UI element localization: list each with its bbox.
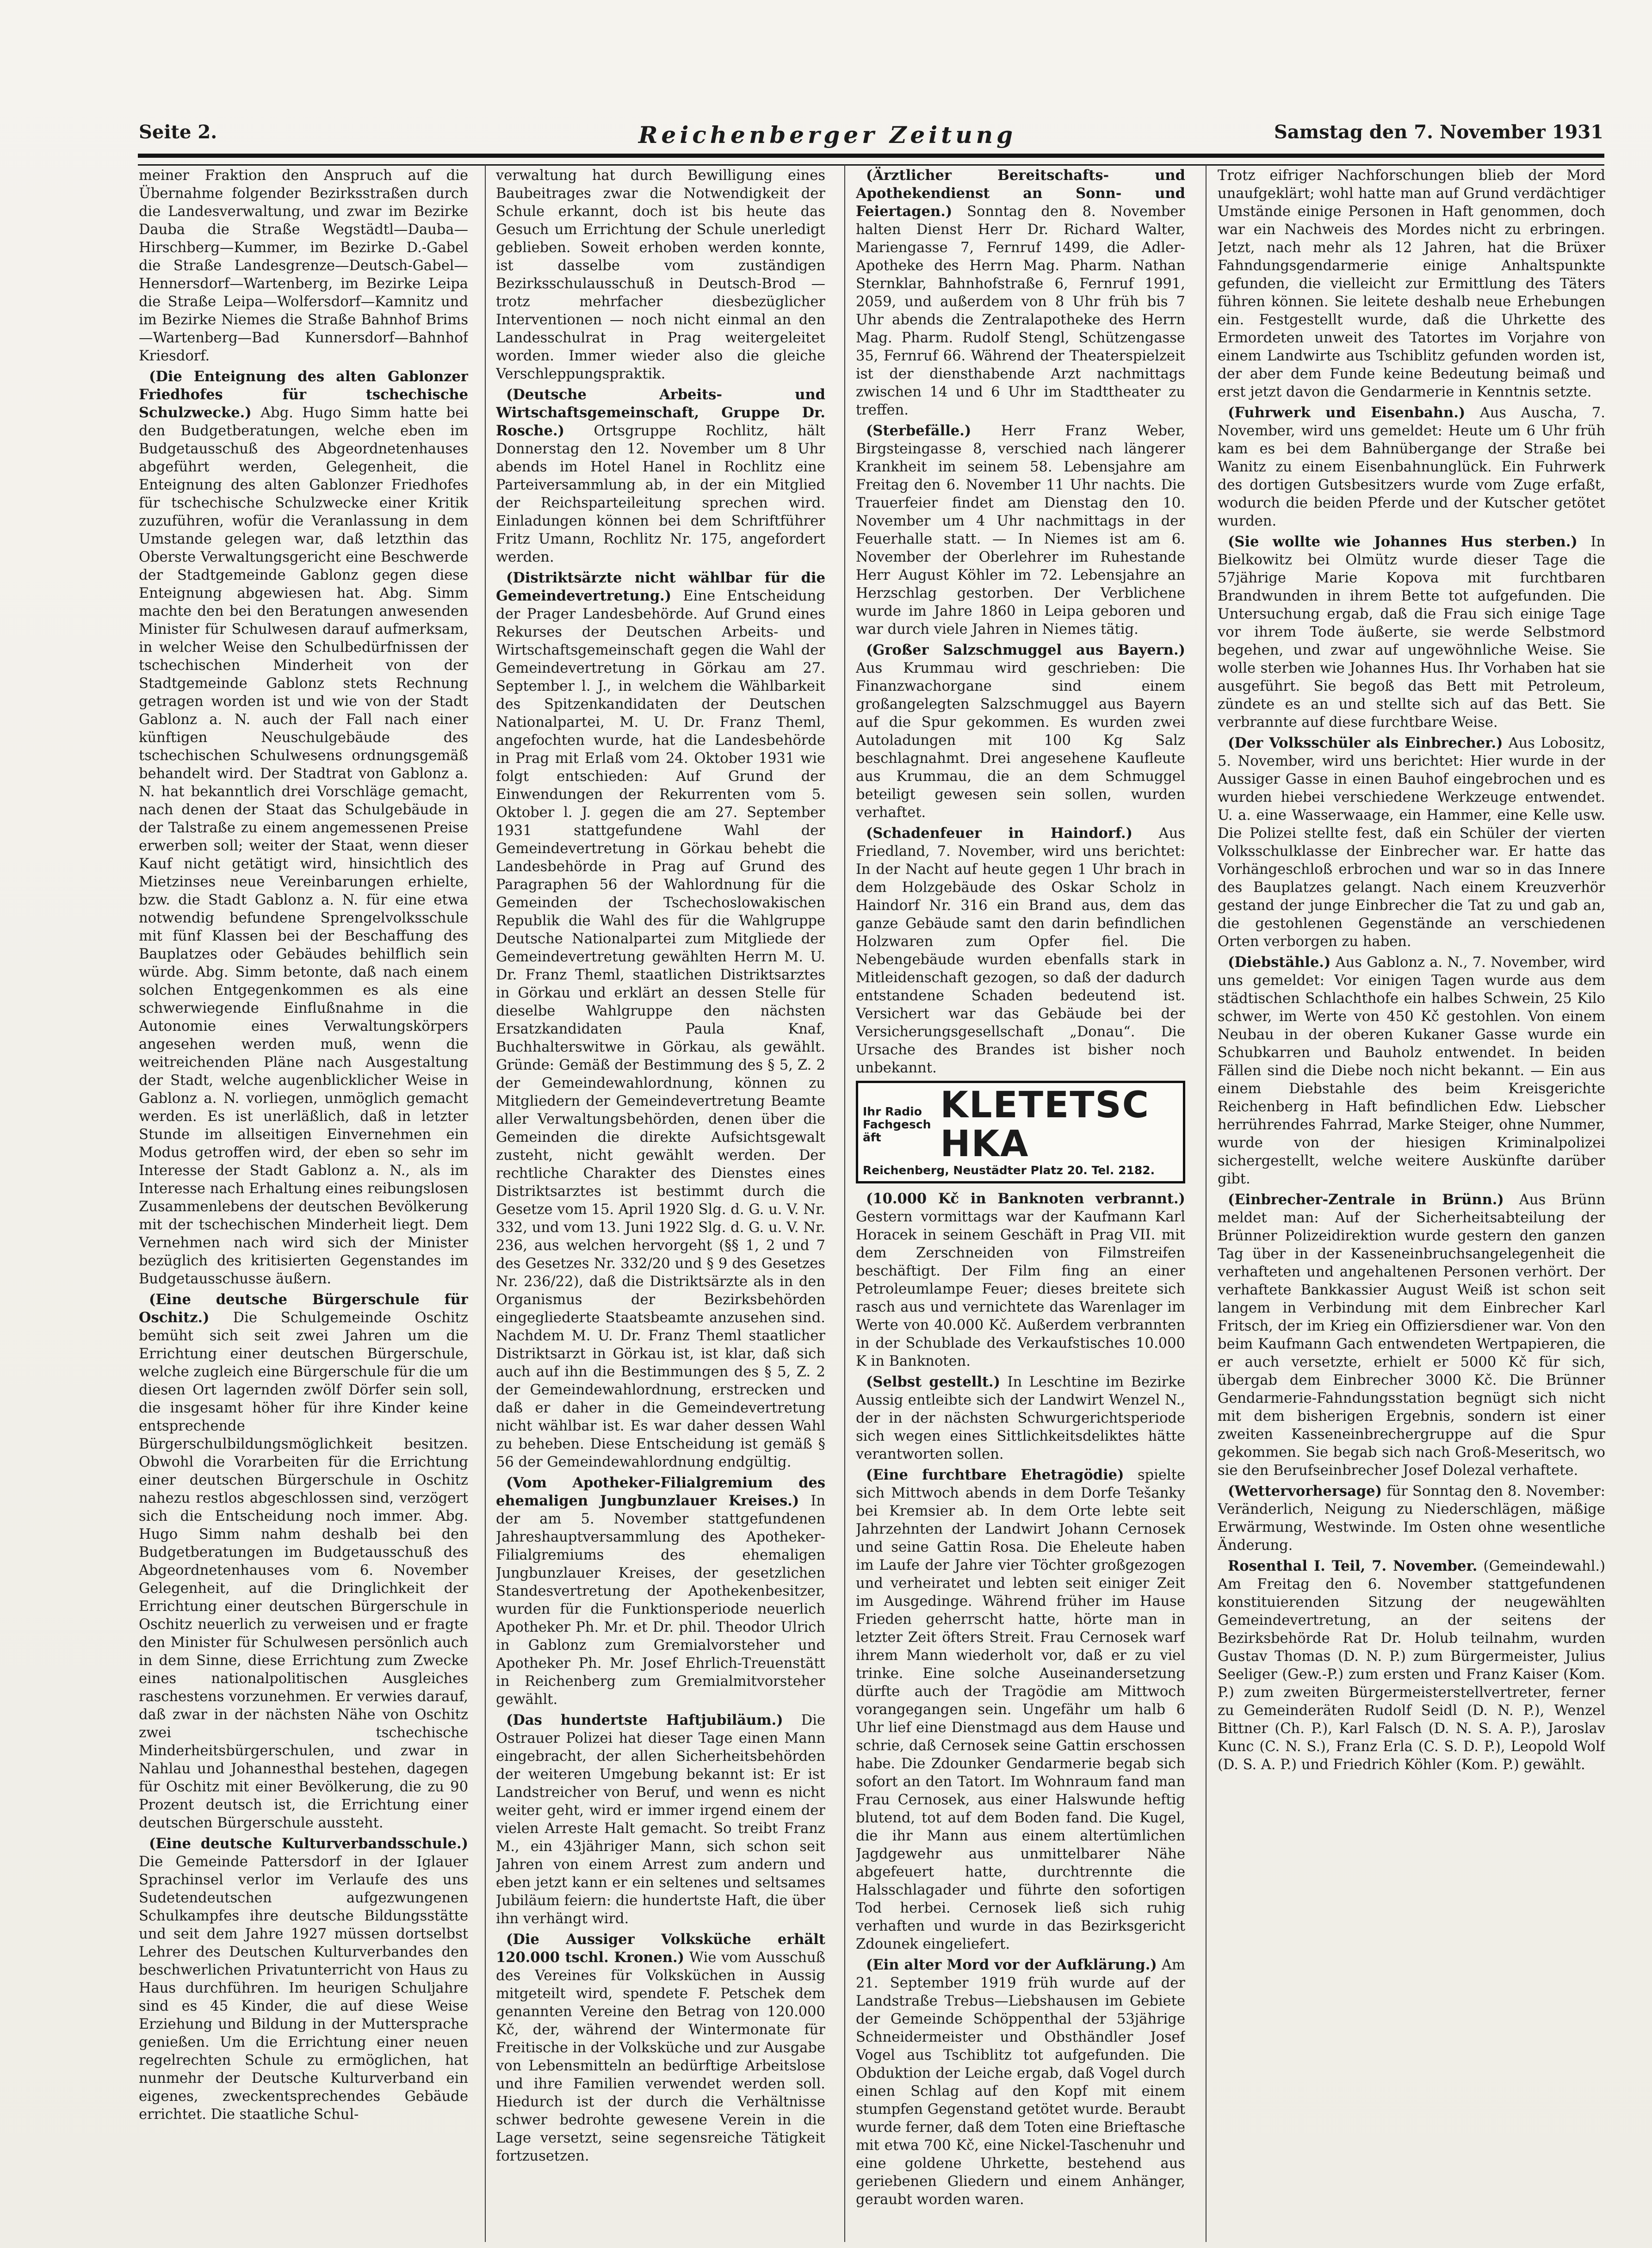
article-body: Aus Gablonz a. N., 7. November, wird uns gemeldet: Vor einigen Tagen wurde aus dem städtischen Schlachthofe ein halbes Schwein, 25 Kilo schwer, im Werte von 450 Kč gestohlen. Von einem Neubau in der oberen Kukaner Gasse wurde ein Schubkarren und Bauholz entwendet. In beiden Fällen sind die Diebe noch nicht bekannt. — Ein aus einem Diebstahle des beim Kreisgerichte Reichenberg in Haft befindlichen Edw. Liebscher herrührendes Fahrrad, Marke Steiger, ohne Nummer, wurde von der hiesigen Kriminalpolizei sichergestellt, welche weitere Auskünfte darüber gibt. [1218,954,1605,1187]
article-headline: (Der Volksschüler als Einbrecher.) [1228,735,1503,751]
article-headline: (Ein alter Mord vor der Aufklärung.) [866,1957,1157,1973]
column-divider [485,165,486,2242]
article-headline: (Eine deutsche Bürgerschule für Oschitz.) [139,1291,468,1326]
article-body: Trotz eifriger Nachforschungen blieb der Mord unaufgeklärt; wohl hatte man auf Grund verdächtiger Umstände einige Personen in Haft genommen, doch war ein Nachweis des Mordes nicht zu erbringen. Jetzt, nach mehr als 12 Jahren, hat die Brüxer Fahndungsgendarmerie einige Anhaltspunkte gefunden, die vielleicht zur Ermittlung des Täters führen können. Sie leitete deshalb neue Erhebungen ein. Festgestellt wurde, daß die Uhrkette des Ermordeten unweit des Tatortes im Vorjahre von einem Landwirte aus Tschiblitz gefunden worden ist, der aber dem Funde keine Bedeutung beimaß und erst jetzt davon die Gendarmerie in Kenntnis setzte. [1218,167,1605,400]
article-paragraph [856,641,1185,822]
article-paragraph [1218,1191,1605,1480]
article-headline: (Sterbefälle.) [866,422,971,439]
article-headline: (Eine deutsche Kulturverbandsschule.) [149,1835,468,1852]
article-body: Herr Franz Weber, Birgsteingasse 8, verschied nach längerer Krankheit im seinem 58. Lebensjahre am Freitag den 6. November 11 Uhr nachts. Die Trauerfeier findet am Dienstag den 10. November um 4 Uhr nachmittags in der Feuerhalle statt. — In Niemes ist am 6. November der Oberlehrer im Ruhestande Herr August Köhler im 72. Lebensjahre an Herzschlag gestorben. Der Verblichene wurde im Jahre 1860 in Leipa geboren und war durch viele Jahren in Niemes tätig. [856,423,1185,638]
article-headline: (Schadenfeuer in Haindorf.) [866,825,1133,842]
article-headline: (Selbst gestellt.) [866,1374,1001,1390]
article-body: In Bielkowitz bei Olmütz wurde dieser Tage die 57jährige Marie Kopova mit furchtbaren Brandwunden in ihrem Bette tot aufgefunden. Die Untersuchung ergab, daß die Frau sich einige Tage vor ihrem Tode äußerte, sie werde Selbstmord begehen, und zwar auf ungewöhnliche Weise. Sie wolle sterben wie Johannes Hus. Ihr Vorhaben hat sie ausgeführt. Sie begoß das Bett mit Petroleum, zündete es an und stellte sich auf das Bett. Sie verbrannte auf diese furchtbare Weise. [1218,534,1605,731]
article-headline: (Diebstähle.) [1228,954,1331,971]
article-headline: (Die Enteignung des alten Gablonzer Friedhofes für tschechische Schulzwecke.) [139,368,468,421]
article-headline: (Großer Salzschmuggel aus Bayern.) [866,642,1185,658]
article-body: In Leschtine im Bezirke Aussig entleibte sich der Landwirt Wenzel N., der in der nächsten Schwurgerichtsperiode sich wegen eines Sittlichkeitsdeliktes hätte verantworten sollen. [856,1374,1185,1462]
article-paragraph [1218,533,1605,731]
article-body: Aus Auscha, 7. November, wird uns gemeldet: Heute um 6 Uhr früh kam es bei dem Bahnübergange der Straße bei Wanitz zu einem Eisenbahnunglück. Ein Fuhrwerk des dortigen Gutsbesitzers wurde vom Zuge erfaßt, wodurch die beiden Pferde und der Kutscher getötet wurden. [1218,405,1605,529]
article-body: Die Gemeinde Pattersdorf in der Iglauer Sprachinsel verlor im Verlaufe des uns Sudetendeutschen aufgezwungenen Schulkampfes ihre deutsche Bildungsstätte und seit dem Jahre 1927 müssen dortselbst Lehrer des Deutschen Kulturverbandes den beschwerlichen Privatunterricht von Haus zu Haus durchführen. Im heurigen Schuljahre sind es 45 Kinder, die auf diese Weise Erziehung und Bildung in der Muttersprache genießen. Um die Errichtung einer neuen regelrechten Schule zu ermöglichen, hat nunmehr der Deutsche Kulturverband ein eigenes, zweckentsprechendes Gebäude errichtet. Die staatliche Schul- [139,1854,468,2123]
newspaper-title: Reichenberger Zeitung [638,121,1017,149]
header-rule [138,154,1604,166]
column-divider [844,165,845,2242]
radio-shop-advertisement [856,1081,1185,1183]
column-3 [856,167,1185,2239]
page-number: Seite 2. [139,121,217,143]
column-1 [139,167,468,2239]
issue-date: Samstag den 7. November 1931 [1274,121,1603,143]
article-paragraph [139,1291,468,1832]
article-headline: (Ärztlicher Bereitschafts- und Apothekendienst an Sonn- und Feiertagen.) [856,167,1185,220]
article-paragraph [1218,167,1605,401]
article-body: Sonntag den 8. November halten Dienst Herr Dr. Richard Walter, Mariengasse 7, Fernruf 1499, die Adler-Apotheke des Herrn Mag. Pharm. Nathan Sternklar, Bahnhofstraße 6, Fernruf 1991, 2059, und außerdem von 8 Uhr früh bis 7 Uhr abends die Zentralapotheke des Herrn Mag. Pharm. Rudolf Stengl, Schützengasse 35, Fernruf 66. Während der Theaterspielzeit ist der diensthabende Arzt nachmittags zwischen 14 und 6 Uhr im Stadttheater zu treffen. [856,204,1185,418]
article-headline: (Das hundertste Haftjubiläum.) [506,1712,783,1728]
article-paragraph [856,824,1185,1077]
article-paragraph [856,1466,1185,1953]
article-headline: (Wettervorhersage) [1228,1483,1382,1499]
ad-brand: KLETETSCHKA [940,1084,1150,1165]
article-body: Aus Lobositz, 5. November, wird uns berichtet: Hier wurde in der Aussiger Gasse in einen Bauhof eingebrochen und es wurden hiebei verschiedene Werkzeuge entwendet. U. a. eine Wasserwaage, ein Hammer, eine Kelle usw. Die Polizei stellte fest, daß ein Schüler der vierten Volksschulklasse der Einbrecher war. Er hatte das Vorhängeschloß erbrochen und war so in das Innere des Bauplatzes gelangt. Nach einem Kreuzverhör gestand der junge Einbrecher die Tat zu und gab an, die gestohlenen Gegenstände an verschiedenen Orten verborgen zu haben. [1218,735,1605,950]
article-body: Aus Brünn meldet man: Auf der Sicherheitsabteilung der Brünner Polizeidirektion wurde gestern den ganzen Tag über in der Kasseneinbruchsangelegenheit die verhafteten und angehaltenen Personen verhört. Der verhaftete Bankkassier August Weiß ist schon seit langem in Verbindung mit dem Einbrecher Karl Fritsch, der im Krieg ein Offiziersdiener war. Von den beim Kaufmann Gach entwendeten Wertpapieren, die er auch versetzte, erhielt er 5000 Kč für sich, übergab dem Einbrecher 3000 Kč. Die Brünner Gendarmerie-Fahndungsstation begnügt sich nicht mit dem bisherigen Ergebnis, sondern ist einer zweiten Kasseneinbrechergruppe auf die Spur gekommen. Sie begab sich nach Groß-Meseritsch, wo sie den Berufseinbrecher Josef Dolezal verhaftete. [1218,1192,1605,1479]
article-body: Am 21. September 1919 früh wurde auf der Landstraße Trebus—Liebshausen im Gebiete der Gemeinde Schöppenthal der 53jährige Schneidermeister und Obsthändler Josef Vogel aus Tschiblitz tot aufgefunden. Die Obduktion der Leiche ergab, daß Vogel durch einen Schlag auf den Kopf mit einem stumpfen Gegenstand getötet wurde. Beraubt wurde ferner, daß dem Toten eine Brieftasche mit etwa 700 Kč, eine Nickel-Taschenuhr und eine goldene Uhrkette, bestehend aus geriebenen Gliedern und einem Anhänger, geraubt worden waren. [856,1957,1185,2208]
article-headline: (Eine furchtbare Ehetragödie) [866,1467,1124,1483]
article-paragraph [496,1931,825,2165]
article-paragraph [139,1835,468,2124]
article-headline: (Sie wollte wie Johannes Hus sterben.) [1228,533,1578,550]
article-headline: (10.000 Kč in Banknoten verbrannt.) [866,1190,1185,1207]
article-body: Gestern vormittags war der Kaufmann Karl Horacek in seinem Geschäft in Prag VII. mit dem Zerschneiden von Filmstreifen beschäftigt. Der Film fing an einer Petroleumlampe Feuer; dieses breitete sich rasch aus und vernichtete das Warenlager im Werte von 40.000 Kč. Außerdem verbrannten in der Schublade des Verkaufstisches 10.000 K in Banknoten. [856,1209,1185,1369]
article-body: Aus Friedland, 7. November, wird uns berichtet: In der Nacht auf heute gegen 1 Uhr brach in dem Holzgebäude des Oskar Scholz in Haindorf Nr. 316 ein Brand aus, dem das ganze Gebäude samt den darin befindlichen Holzwaren zum Opfer fiel. Die Nebengebäude wurden ebenfalls stark in Mitleidenschaft gezogen, so daß der dadurch entstandene Schaden bedeutend ist. Versichert war das Gebäude bei der Versicherungsgesellschaft „Donau“. Die Ursache des Brandes ist bisher noch unbekannt. [856,825,1185,1076]
article-paragraph [496,1711,825,1928]
article-headline: (Vom Apotheker-Filialgremium des ehemaligen Jungbunzlauer Kreises.) [496,1474,825,1509]
article-paragraph [496,1474,825,1709]
article-body: Ortsgruppe Rochlitz, hält Donnerstag den 12. November um 8 Uhr abends im Hotel Hanel in Rochlitz eine Parteiversammlung ab, in der ein Mitglied der Reichsparteileitung sprechen wird. Einladungen können bei dem Schriftführer Fritz Umann, Rochlitz Nr. 175, angefordert werden. [496,423,825,565]
article-paragraph [1218,1557,1605,1774]
ad-label [863,1105,932,1144]
article-body: Die Schulgemeinde Oschitz bemüht sich seit zwei Jahren um die Errichtung einer deutschen Bürgerschule, welche zugleich eine Bürgerschule für die um diesen Ort lagernden zwölf Dörfer sein soll, die insgesamt höher für ihre Kinder keine entsprechende Bürgerschulbildungsmöglichkeit besitzen. Obwohl die Vorarbeiten für die Errichtung einer deutschen Bürgerschule in Oschitz nahezu restlos abgeschlossen sind, verzögert sich die Entscheidung noch immer. Abg. Hugo Simm nahm deshalb bei den Budgetberatungen im Budgetausschuß des Abgeordnetenhauses vom 6. November Gelegenheit, auf die Dringlichkeit der Errichtung einer deutschen Bürgerschule in Oschitz neuerlich zu verweisen und er fragte den Minister für Schulwesen persönlich auch in dem Sinne, diese Errichtung zum Zwecke eines nationalpolitischen Ausgleiches raschestens vorzunehmen. Er verwies darauf, daß zwar in der nächsten Nähe von Oschitz zwei tschechische Minderheitsbürgerschulen, und zwar in Nahlau und Johannesthal bestehen, dagegen für Oschitz mit einer Bevölkerung, die zu 90 Prozent deutsch ist, die Errichtung einer deutschen Bürgerschule aussteht. [139,1310,468,1831]
article-paragraph [856,1190,1185,1370]
article-body: meiner Fraktion den Anspruch auf die Übernahme folgender Bezirksstraßen durch die Landesverwaltung, und zwar im Bezirke Dauba die Straße Wegstädtl—Dauba—Hirschberg—Kummer, im Bezirke D.-Gabel die Straße Landesgrenze—Deutsch-Gabel—Hennersdorf—Wartenberg, im Bezirke Leipa die Straße Leipa—Wolfersdorf—Kamnitz und im Bezirke Niemes die Straße Bahnhof Brims—Wartenberg—Bad Kunnersdorf—Bahnhof Kriesdorf. [139,167,468,364]
article-paragraph [496,569,825,1471]
article-paragraph [139,167,468,365]
article-paragraph [856,1956,1185,2209]
column-divider [1206,165,1207,2242]
article-paragraph [1218,734,1605,951]
article-body: In der am 5. November stattgefundenen Jahreshauptversammlung des Apotheker-Filialgremiums des ehemaligen Jungbunzlauer Kreises, der gesetzlichen Standesvertretung der Apothekenbesitzer, wurden für die Funktionsperiode neuerlich Apotheker Ph. Mr. et Dr. phil. Theodor Ulrich in Gablonz zum Gremialvorsteher und Apotheker Ph. Mr. Josef Ehrlich-Treuenstätt in Reichenberg zum Gremialmitvorsteher gewählt. [496,1493,825,1708]
article-paragraph [139,368,468,1288]
article-body: für Sonntag den 8. November: Veränderlich, Neigung zu Niederschlägen, mäßige Erwärmung, Westwinde. Im Osten ohne wesentliche Änderung. [1218,1483,1605,1554]
article-headline: (Einbrecher-Zentrale in Brünn.) [1228,1191,1504,1208]
article-paragraph [496,167,825,383]
article-body: Eine Entscheidung der Prager Landesbehörde. Auf Grund eines Rekurses der Deutschen Arbeits- und Wirtschaftsgemeinschaft gegen die Wahl der Gemeindevertretung in Görkau am 27. September l. J., in welchem die Wählbarkeit des Spitzenkandidaten der Deutschen Nationalpartei, M. U. Dr. Franz Theml, angefochten wurde, hat die Landesbehörde in Prag mit Erlaß vom 24. Oktober 1931 wie folgt entschieden: Auf Grund der Einwendungen der Rekurrenten vom 5. Oktober l. J. gegen die am 27. September 1931 stattgefundene Wahl der Gemeindevertretung in Görkau behebt die Landesbehörde in Prag auf Grund des Paragraphen 56 der Wahlordnung für die Gemeinden der Tschechoslowakischen Republik die Wahl des für die Wahlgruppe Deutsche Nationalpartei zum Mitgliede der Gemeindevertretung gewählten Herrn M. U. Dr. Franz Theml, staatlichen Distriktsarztes in Görkau und erklärt an dessen Stelle für dieselbe Wahlgruppe den nächsten Ersatzkandidaten Paula Knaf, Buchhalterswitwe in Görkau, als gewählt. Gründe: Gemäß der Bestimmung des § 5, Z. 2 der Gemeindewahlordnung, können zu Mitgliedern der Gemeindevertretung Beamte aller Verwaltungsbehörden, denen über die Gemeinden die direkte Aufsichtsgewalt zusteht, nicht gewählt werden. Der rechtliche Charakter des Dienstes eines Distriktsarztes ist bestimmt durch die Gesetze vom 15. April 1920 Slg. d. G. u. V. Nr. 332, und vom 13. Juni 1922 Slg. d. G. u. V. Nr. 236, aus welchen hervorgeht (§§ 1, 2 und 7 des Gesetzes Nr. 332/20 und § 9 des Gesetzes Nr. 236/22), daß die Distriktsärzte als in den Organismus der Bezirksbehörden eingegliederte Staatsbeamte anzusehen sind. Nachdem M. U. Dr. Franz Theml staatlicher Distriktsarzt in Görkau ist, ist klar, daß sich auch auf ihn die Bestimmungen des § 5, Z. 2 der Gemeindewahlordnung, erstrecken und daß er daher in die Gemeindevertretung nicht wählbar ist. Es war daher dessen Wahl zu beheben. Diese Entscheidung ist gemäß § 56 der Gemeindewahlordnung endgültig. [496,588,825,1470]
article-body: Abg. Hugo Simm hatte bei den Budgetberatungen, welche eben im Budgetausschuß des Abgeordnetenhauses abgeführt werden, Gelegenheit, die Enteignung des alten Gablonzer Friedhofes für tschechische Schulzwecke einer Kritik zuzuführen, wofür die Veranlassung in dem Umstande gelegen war, daß letzthin das Oberste Verwaltungsgericht eine Beschwerde der Stadtgemeinde Gablonz gegen diese Enteignung abgewiesen hat. Abg. Simm machte den bei den Beratungen anwesenden Minister für Schulwesen darauf aufmerksam, in welcher Weise den Schulbedürfnissen der tschechischen Minderheit von der Stadtgemeinde Gablonz stets Rechnung getragen worden ist und wie von der Stadt Gablonz a. N. auch der Fall nach einer künftigen Neuschulgebäude des tschechischen Schulwesens ordnungsgemäß behandelt wird. Der Stadtrat von Gablonz a. N. hat bekanntlich drei Vorschläge gemacht, nach denen der Staat das Schulgebäude in der Talstraße zu einem angemessenen Preise erwerben soll; weiter der Staat, wenn dieser Kauf nicht getätigt wird, hinsichtlich des Mietzinses neue Vereinbarungen erhielte, bzw. die Stadt Gablonz a. N. für eine etwa notwendig befundene Sprengelvolksschule mit fünf Klassen bei der Beschaffung des Bauplatzes oder Gebäudes behilflich sein würde. Abg. Simm betonte, daß nach einem solchen Entgegenkommen es als eine schwerwiegende Einflußnahme in die Autonomie eines Verwaltungskörpers angesehen werden muß, wenn die weitreichenden Pläne nach Ausgestaltung der Stadt, welche augenblicklicher Weise in Gablonz a. N. vorliegen, unmöglich gemacht werden. Es ist unerläßlich, daß in letzter Stunde im allseitigen Einvernehmen ein Modus getroffen wird, der eben so sehr im Interesse der Stadt Gablonz a. N., als im Interesse nach Erhaltung eines reibungslosen Zusammenlebens der deutschen Bevölkerung mit der tschechischen Minderheit liegt. Dem Vernehmen nach wird sich der Minister bezüglich des kritisierten Gegenstandes im Budgetausschusse äußern. [139,405,468,1287]
column-2 [496,167,825,2239]
article-paragraph [856,422,1185,638]
article-body: (Gemeindewahl.) Am Freitag den 6. November stattgefundenen konstituierenden Sitzung der neugewählten Gemeindevertretung, an der seitens der Bezirksbehörde Rat Dr. Holub teilnahm, wurden Gustav Thomas (D. N. P.) zum Bürgermeister, Julius Seeliger (Gew.-P.) zum ersten und Franz Kaiser (Kom. P.) zum zweiten Bürgermeisterstellvertreter, ferner zu Gemeinderäten Rudolf Seidl (D. N. P.), Wenzel Bittner (Ch. P.), Karl Falsch (D. N. S. A. P.), Jaroslav Kunc (C. N. S.), Franz Erla (C. S. D. P.), Leopold Wolf (D. S. A. P.) und Friedrich Köhler (Kom. P.) gewählt. [1218,1558,1605,1773]
article-headline: (Fuhrwerk und Eisenbahn.) [1228,404,1466,421]
article-body: Die Ostrauer Polizei hat dieser Tage einen Mann eingebracht, der allen Sicherheitsbehörden der weiteren Umgebung bekannt ist: Er ist Landstreicher von Beruf, und wenn es nicht weiter geht, wird er immer irgend einem der vielen Arreste Halt gemacht. So treibt Franz M., ein 43jähriger Mann, sich schon seit Jahren von einem Arrest zum andern und eben jetzt kann er ein seltenes und seltsames Jubiläum feiern: die hundertste Haft, die über ihn verhängt wird. [496,1712,825,1927]
article-body: Wie vom Ausschuß des Vereines für Volksküchen in Aussig mitgeteilt wird, spendete F. Petschek dem genannten Vereine den Betrag von 120.000 Kč, der, während der Wintermonate für Freitische in der Volksküche und zur Ausgabe von Lebensmitteln an bedürftige Arbeitslose und ihre Familien verwendet werden soll. Hiedurch ist der durch die Verhältnisse schwer bedrohte gewesene Verein in die Lage versetzt, seine segensreiche Tätigkeit fortzusetzen. [496,1950,825,2164]
page-header [139,121,1603,151]
ad-label-line: Fachgeschäft [863,1118,931,1144]
article-paragraph [1218,404,1605,530]
article-paragraph [856,167,1185,419]
article-paragraph [1218,1482,1605,1554]
article-headline: (Deutsche Arbeits- und Wirtschaftsgemeinschaft, Gruppe Dr. Rosche.) [496,386,825,439]
article-body: Aus Krummau wird geschrieben: Die Finanzwachorgane sind einem großangelegten Salzschmuggel aus Bayern auf die Spur gekommen. Es wurden zwei Autoladungen mit 100 Kg Salz beschlagnahmt. Drei angesehene Kaufleute aus Krummau, die an dem Schmuggel beteiligt gewesen sein sollen, wurden verhaftet. [856,660,1185,821]
ad-label-line: Ihr Radio [863,1105,922,1118]
article-body: verwaltung hat durch Bewilligung eines Baubeitrages zwar die Notwendigkeit der Schule erkannt, doch ist bis heute das Gesuch um Errichtung der Schule unerledigt geblieben. Soweit erhoben werden konnte, ist dasselbe vom zuständigen Bezirksschulausschuß in Deutsch-Brod — trotz mehrfacher diesbezüglicher Interventionen — noch nicht einmal an den Landesschulrat in Prag weitergeleitet worden. Immer wieder also die gleiche Verschleppungspraktik. [496,167,825,382]
article-headline: Rosenthal I. Teil, 7. November. [1228,1558,1478,1574]
ad-address: Reichenberg, Neustädter Platz 20. Tel. 2182. [863,1164,1155,1177]
article-body: spielte sich Mittwoch abends in dem Dorfe Tešanky bei Kremsier ab. In dem Orte lebte seit Jahrzehnten der Landwirt Johann Cernosek und seine Gattin Rosa. Die Eheleute haben im Laufe der Jahre vier Töchter großgezogen und verheiratet und lebten seit einiger Zeit im Ausgedinge. Während früher im Hause Frieden geherrscht hatte, hörte man in letzter Zeit öfters Streit. Frau Cernosek warf ihrem Mann wiederholt vor, daß er zu viel trinke. Eine solche Auseinandersetzung dürfte auch der Tragödie am Mittwoch vorangegangen sein. Ungefähr um halb 6 Uhr lief eine Dienstmagd aus dem Hause und schrie, daß Cernosek seine Gattin erschossen habe. Die Zdounker Gendarmerie begab sich sofort an den Tatort. Im Wohnraum fand man Frau Cernosek, aus einer Halswunde heftig blutend, tot auf dem Boden fand. Die Kugel, die ihr Mann aus einem altertümlichen Jagdgewehr aus unmittelbarer Nähe abgefeuert hatte, durchtrennte die Halsschlagader und führte den sofortigen Tod herbei. Cernosek ließ sich ruhig verhaften und wurde in das Bezirksgericht Zdounek eingeliefert. [856,1467,1185,1952]
article-headline: (Die Aussiger Volksküche erhält 120.000 tschl. Kronen.) [496,1931,825,1966]
article-headline: (Distriktsärzte nicht wählbar für die Gemeindevertretung.) [496,570,825,604]
article-paragraph [1218,954,1605,1188]
article-paragraph [856,1373,1185,1463]
column-4 [1218,167,1605,2239]
article-paragraph [496,386,825,566]
